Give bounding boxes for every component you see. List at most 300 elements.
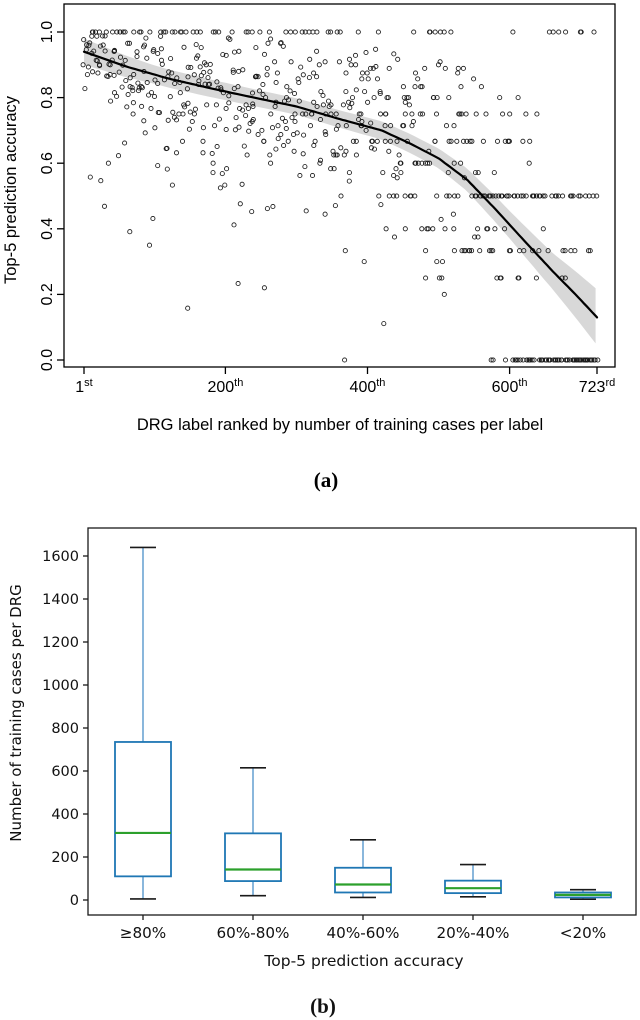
data-point (201, 151, 205, 155)
data-point (541, 227, 545, 231)
data-point (234, 116, 238, 120)
data-point (347, 57, 351, 61)
data-point (376, 30, 380, 34)
data-point (364, 50, 368, 54)
data-point (439, 217, 443, 221)
data-point (188, 110, 192, 114)
x-tick-label-a: 1st (75, 377, 93, 396)
data-point (258, 30, 262, 34)
y-tick-label-b: 1600 (42, 549, 79, 565)
data-point (165, 167, 169, 171)
data-point (474, 112, 478, 116)
y-tick-label-b: 1400 (42, 592, 79, 608)
data-point (246, 106, 250, 110)
data-point (435, 194, 439, 198)
data-point (281, 44, 285, 48)
data-point (315, 49, 319, 53)
data-point (123, 141, 127, 145)
data-point (452, 227, 456, 231)
data-point (104, 30, 108, 34)
data-point (349, 63, 353, 67)
data-point (208, 62, 212, 66)
data-point (232, 223, 236, 227)
data-point (83, 87, 87, 91)
data-point (304, 209, 308, 213)
data-point (350, 96, 354, 100)
y-tick-label-b: 800 (51, 721, 79, 737)
data-point (344, 149, 348, 153)
data-point (354, 139, 358, 143)
data-point (284, 30, 288, 34)
data-point (265, 207, 269, 211)
data-point (273, 60, 277, 64)
data-point (461, 66, 465, 70)
data-point (396, 57, 400, 61)
data-point (387, 66, 391, 70)
data-point (348, 106, 352, 110)
data-point (592, 30, 596, 34)
data-point (269, 161, 273, 165)
data-point (159, 34, 163, 38)
data-point (262, 52, 266, 56)
data-point (261, 82, 265, 86)
data-point (478, 249, 482, 253)
data-point (384, 227, 388, 231)
data-point (169, 57, 173, 61)
y-tick-label-b: 1200 (42, 635, 79, 651)
x-tick-label-a: 600th (491, 377, 528, 396)
data-point (102, 204, 106, 208)
data-point (381, 171, 385, 175)
data-point (180, 139, 184, 143)
data-point (302, 133, 306, 137)
data-point (225, 167, 229, 171)
data-point (116, 154, 120, 158)
data-point (125, 105, 129, 109)
data-point (230, 30, 234, 34)
data-point (476, 227, 480, 231)
data-point (244, 114, 248, 118)
data-point (356, 30, 360, 34)
data-point (464, 112, 468, 116)
data-point (442, 292, 446, 296)
data-point (124, 79, 128, 83)
data-point (323, 212, 327, 216)
data-point (410, 124, 414, 128)
data-point (347, 171, 351, 175)
data-point (95, 34, 99, 38)
data-point (166, 118, 170, 122)
data-point (308, 57, 312, 61)
data-point (317, 63, 321, 67)
data-point (452, 124, 456, 128)
x-tick-label-b: 60%-80% (216, 924, 290, 942)
data-point (443, 227, 447, 231)
data-point (395, 194, 399, 198)
data-point (274, 80, 278, 84)
data-point (109, 99, 113, 103)
x-tick-label-b: 40%-60% (326, 924, 400, 942)
data-point (508, 112, 512, 116)
data-point (456, 66, 460, 70)
data-point (286, 139, 290, 143)
box-3 (335, 840, 391, 898)
data-point (433, 139, 437, 143)
data-point (241, 68, 245, 72)
data-point (401, 85, 405, 89)
data-point (247, 129, 251, 133)
data-point (516, 96, 520, 100)
data-point (318, 161, 322, 165)
data-point (186, 306, 190, 310)
data-point (573, 249, 577, 253)
data-point (144, 36, 148, 40)
data-point (372, 96, 376, 100)
data-point (360, 77, 364, 81)
data-point (459, 85, 463, 89)
iqr-box (445, 881, 501, 893)
data-point (338, 30, 342, 34)
data-point (199, 46, 203, 50)
data-point (265, 73, 269, 77)
data-point (493, 227, 497, 231)
data-point (596, 358, 600, 362)
data-point (333, 204, 337, 208)
data-point (242, 144, 246, 148)
y-tick-label-b: 0 (69, 893, 79, 909)
data-point (177, 112, 181, 116)
data-point (403, 194, 407, 198)
data-point (266, 41, 270, 45)
data-point (353, 53, 357, 57)
y-tick-label-a: 0.8 (39, 86, 56, 109)
data-point (237, 69, 241, 73)
data-point (527, 161, 531, 165)
data-point (301, 73, 305, 77)
data-point (214, 103, 218, 107)
data-point (160, 62, 164, 66)
data-point (434, 112, 438, 116)
data-point (379, 203, 383, 207)
y-tick-label-b: 600 (51, 764, 79, 780)
data-point (189, 65, 193, 69)
iqr-box (225, 833, 281, 881)
iqr-box (115, 742, 171, 876)
data-point (250, 210, 254, 214)
data-point (274, 147, 278, 151)
data-point (387, 194, 391, 198)
data-point (440, 260, 444, 264)
data-point (156, 164, 160, 168)
data-point (149, 106, 153, 110)
data-point (181, 112, 185, 116)
data-point (310, 173, 314, 177)
data-point (524, 194, 528, 198)
data-point (498, 96, 502, 100)
data-point (283, 119, 287, 123)
data-point (412, 30, 416, 34)
data-point (313, 139, 317, 143)
data-point (456, 71, 460, 75)
data-point (184, 30, 188, 34)
data-point (215, 144, 219, 148)
data-point (431, 227, 435, 231)
data-point (451, 212, 455, 216)
xlabel-b: Top-5 prediction accuracy (264, 952, 464, 970)
data-point (269, 112, 273, 116)
data-point (447, 194, 451, 198)
data-point (254, 46, 258, 50)
data-point (269, 37, 273, 41)
data-point (152, 94, 156, 98)
data-point (501, 112, 505, 116)
data-point (190, 119, 194, 123)
xlabel-a: DRG label ranked by number of training cases per label (136, 416, 544, 434)
data-point (205, 103, 209, 107)
data-point (299, 65, 303, 69)
data-point (260, 128, 264, 132)
data-point (472, 77, 476, 81)
data-point (232, 50, 236, 54)
data-point (308, 124, 312, 128)
data-point (343, 358, 347, 362)
data-point (126, 92, 130, 96)
data-point (279, 132, 283, 136)
data-point (321, 93, 325, 97)
data-point (115, 94, 119, 98)
data-point (366, 77, 370, 81)
data-point (524, 112, 528, 116)
data-point (557, 30, 561, 34)
data-point (423, 66, 427, 70)
data-point (90, 34, 94, 38)
data-point (403, 227, 407, 231)
data-point (341, 103, 345, 107)
data-point (285, 85, 289, 89)
data-point (289, 30, 293, 34)
y-tick-label-b: 400 (51, 807, 79, 823)
data-point (392, 235, 396, 239)
data-point (435, 260, 439, 264)
data-point (143, 131, 147, 135)
data-point (323, 130, 327, 134)
data-point (262, 286, 266, 290)
x-tick-label-b: 20%-40% (436, 924, 510, 942)
data-point (452, 249, 456, 253)
data-point (245, 153, 249, 157)
data-point (449, 30, 453, 34)
data-point (276, 124, 280, 128)
data-point (88, 175, 92, 179)
data-point (564, 30, 568, 34)
x-tick-label-a: 200th (207, 377, 244, 396)
data-point (365, 71, 369, 75)
data-point (151, 216, 155, 220)
data-point (337, 60, 341, 64)
box-5 (555, 890, 611, 899)
data-point (360, 71, 364, 75)
y-tick-label-a: 0.0 (39, 348, 56, 372)
data-point (298, 173, 302, 177)
panel-label-b: (b) (310, 994, 336, 1018)
data-point (399, 171, 403, 175)
data-point (238, 202, 242, 206)
data-point (354, 88, 358, 92)
box-4 (445, 865, 501, 897)
data-point (411, 119, 415, 123)
data-point (288, 89, 292, 93)
data-point (444, 124, 448, 128)
data-point (142, 119, 146, 123)
data-point (301, 152, 305, 156)
data-point (481, 139, 485, 143)
data-point (410, 112, 414, 116)
data-point (202, 70, 206, 74)
data-point (495, 139, 499, 143)
data-point (111, 30, 115, 34)
data-point (145, 56, 149, 60)
data-point (375, 139, 379, 143)
data-point (392, 52, 396, 56)
data-point (131, 112, 135, 116)
data-point (276, 137, 280, 141)
data-point (201, 126, 205, 130)
data-point (284, 126, 288, 130)
data-point (424, 249, 428, 253)
x-tick-label-b: <20% (559, 924, 607, 942)
box-1 (115, 547, 171, 899)
data-point (132, 30, 136, 34)
data-point (208, 70, 212, 74)
panel-b (7, 528, 636, 1018)
data-point (268, 153, 272, 157)
data-point (282, 143, 286, 147)
data-point (307, 76, 311, 80)
data-point (187, 127, 191, 131)
data-point (315, 75, 319, 79)
data-point (407, 103, 411, 107)
data-point (194, 43, 198, 47)
data-point (170, 183, 174, 187)
data-point (292, 91, 296, 95)
data-point (339, 146, 343, 150)
data-point (182, 45, 186, 49)
data-point (443, 66, 447, 70)
data-point (413, 71, 417, 75)
data-point (211, 161, 215, 165)
data-point (271, 204, 275, 208)
data-point (569, 249, 573, 253)
data-point (156, 51, 160, 55)
data-point (293, 119, 297, 123)
data-point (455, 139, 459, 143)
box-2 (225, 768, 281, 896)
data-point (223, 183, 227, 187)
data-point (210, 151, 214, 155)
data-point (262, 139, 266, 143)
data-point (476, 171, 480, 175)
data-point (275, 71, 279, 75)
data-point (96, 71, 100, 75)
data-point (484, 112, 488, 116)
data-point (395, 176, 399, 180)
data-point (503, 358, 507, 362)
data-point (312, 143, 316, 147)
data-point (413, 85, 417, 89)
data-point (420, 227, 424, 231)
data-point (250, 30, 254, 34)
plot-border-a (64, 4, 615, 367)
data-point (363, 90, 367, 94)
data-point (295, 131, 299, 135)
data-point (120, 85, 124, 89)
data-point (375, 77, 379, 81)
data-point (403, 100, 407, 104)
y-tick-label-a: 1.0 (39, 20, 56, 44)
data-point (256, 132, 260, 136)
data-point (128, 230, 132, 234)
data-point (168, 95, 172, 99)
y-tick-label-a: 0.6 (39, 152, 56, 175)
data-point (303, 165, 307, 169)
data-point (326, 99, 330, 103)
panel-a (2, 4, 615, 492)
data-point (220, 172, 224, 176)
data-point (173, 30, 177, 34)
data-point (416, 77, 420, 81)
data-point (528, 139, 532, 143)
data-point (290, 116, 294, 120)
panel-label-a: (a) (313, 468, 339, 492)
data-point (378, 112, 382, 116)
data-point (174, 151, 178, 155)
data-point (511, 30, 515, 34)
data-point (535, 112, 539, 116)
data-point (201, 139, 205, 143)
data-point (492, 171, 496, 175)
data-point (561, 194, 565, 198)
data-point (85, 73, 89, 77)
data-point (140, 104, 144, 108)
data-point (265, 66, 269, 70)
data-point (521, 139, 525, 143)
data-point (323, 60, 327, 64)
data-point (344, 71, 348, 75)
data-point (147, 243, 151, 247)
data-point (186, 101, 190, 105)
data-point (377, 194, 381, 198)
data-point (447, 96, 451, 100)
data-point (344, 90, 348, 94)
data-point (354, 153, 358, 157)
data-point (112, 73, 116, 77)
data-point (339, 194, 343, 198)
data-point (99, 179, 103, 183)
data-point (362, 260, 366, 264)
data-point (366, 100, 370, 104)
data-point (267, 30, 271, 34)
data-point (312, 71, 316, 75)
y-tick-label-b: 200 (51, 850, 79, 866)
data-point (237, 125, 241, 129)
iqr-box (335, 868, 391, 893)
data-point (236, 281, 240, 285)
data-point (211, 171, 215, 175)
data-point (479, 85, 483, 89)
ylabel-a: Top-5 prediction accuracy (2, 95, 20, 285)
data-point (289, 60, 293, 64)
data-point (106, 161, 110, 165)
